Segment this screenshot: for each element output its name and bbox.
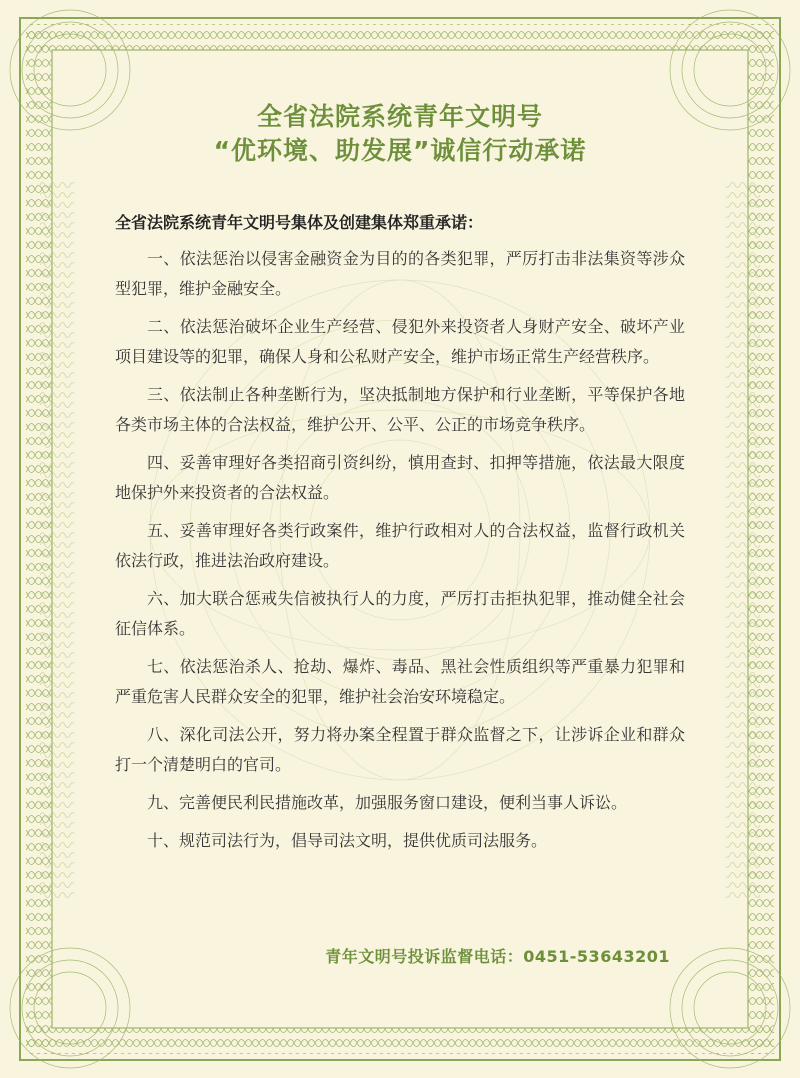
clause-list [115,244,685,856]
content-area [115,100,685,864]
clause-item: 六、加大联合惩戒失信被执行人的力度，严厉打击拒执犯罪，推动健全社会征信体系。 [115,589,685,638]
clause-item: 八、深化司法公开，努力将办案全程置于群众监督之下，让涉诉企业和群众打一个清楚明白的官司。 [115,725,685,774]
intro-text: 全省法院系统青年文明号集体及创建集体郑重承诺： [115,213,484,232]
clause-item: 七、依法惩治杀人、抢劫、爆炸、毒品、黑社会性质组织等严重暴力犯罪和严重危害人民群众安全的犯罪，维护社会治安环境稳定。 [115,657,685,706]
clause-item: 三、依法制止各种垄断行为，坚决抵制地方保护和行业垄断，平等保护各地各类市场主体的合法权益，维护公开、公平、公正的市场竞争秩序。 [115,385,685,434]
complaint-hotline: 青年文明号投诉监督电话：0451-53643201 [325,947,670,966]
clause-item: 二、依法惩治破坏企业生产经营、侵犯外来投资者人身财产安全、破坏产业项目建设等的犯罪，确保人身和公私财产安全，维护市场正常生产经营秩序。 [115,317,685,366]
page-title [115,100,685,168]
clause-item: 十、规范司法行为，倡导司法文明，提供优质司法服务。 [147,831,548,850]
clause-item: 四、妥善审理好各类招商引资纠纷，慎用查封、扣押等措施，依法最大限度地保护外来投资者的合法权益。 [115,453,685,502]
title-line-2: “优环境、助发展”诚信行动承诺 [213,136,587,165]
clause-item: 五、妥善审理好各类行政案件，维护行政相对人的合法权益，监督行政机关依法行政，推进法治政府建设。 [115,521,685,570]
title-line-1: 全省法院系统青年文明号 [256,102,543,131]
clause-item: 一、依法惩治以侵害金融资金为目的的各类犯罪，严厉打击非法集资等涉众型犯罪，维护金融安全。 [115,249,685,298]
clause-item: 九、完善便民利民措施改革，加强服务窗口建设，便利当事人诉讼。 [147,793,628,812]
